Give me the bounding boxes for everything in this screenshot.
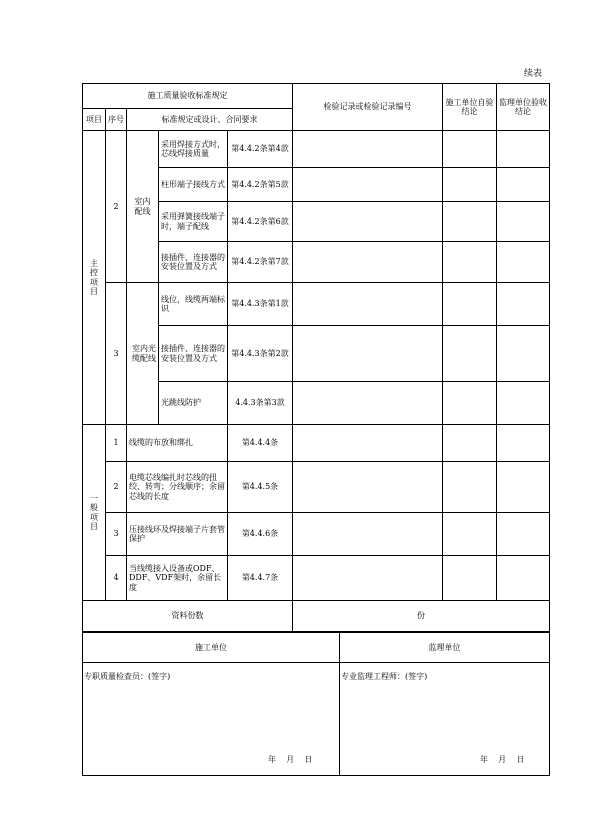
- requirement-cell: 接插件、连接器的安装位置及方式: [159, 242, 228, 283]
- contractor-result-cell[interactable]: [443, 556, 497, 601]
- contractor-sign-cell[interactable]: [83, 663, 340, 776]
- supervisor-result-cell[interactable]: [497, 168, 550, 202]
- record-cell[interactable]: [293, 283, 443, 326]
- header-seq: 序号: [106, 109, 127, 131]
- record-cell[interactable]: [293, 425, 443, 462]
- clause-cell: 第4.4.6条: [228, 513, 293, 556]
- contractor-result-cell[interactable]: [443, 326, 497, 382]
- clause-cell: 第4.4.7条: [228, 556, 293, 601]
- requirement-cell: 光跳线防护: [159, 382, 228, 425]
- record-cell[interactable]: [293, 168, 443, 202]
- requirement-cell: 当线缆接入设备或ODF、DDF、VDF架时，余留长度: [127, 556, 228, 601]
- record-cell[interactable]: [293, 326, 443, 382]
- contractor-result-cell[interactable]: [443, 168, 497, 202]
- seq-cell: 2: [106, 131, 127, 283]
- seq-cell: 3: [106, 283, 127, 425]
- supervisor-result-cell[interactable]: [497, 326, 550, 382]
- docs-count-cell[interactable]: [293, 601, 550, 632]
- record-cell[interactable]: [293, 556, 443, 601]
- supervisor-date: 年 月 日: [480, 755, 525, 764]
- record-cell[interactable]: [293, 202, 443, 242]
- engineer-signature-label: 专业监理工程师：(签字): [341, 672, 428, 681]
- contractor-result-cell[interactable]: [443, 382, 497, 425]
- contractor-title: 施工单位: [83, 633, 340, 663]
- supervisor-result-cell[interactable]: [497, 202, 550, 242]
- requirement-cell: 接插件、连接器的安装位置及方式: [159, 326, 228, 382]
- supervisor-result-cell[interactable]: [497, 382, 550, 425]
- contractor-date: 年 月 日: [268, 755, 313, 764]
- requirement-cell: 压接线环及焊接端子片套管保护: [127, 513, 228, 556]
- clause-cell: 4.4.3条第3款: [228, 382, 293, 425]
- supervisor-result-cell[interactable]: [497, 283, 550, 326]
- clause-cell: 第4.4.2条第6款: [228, 202, 293, 242]
- header-record: 检验记录或检验记录编号: [293, 84, 443, 131]
- seq-cell: 3: [106, 513, 127, 556]
- category-text: 室内光缆配线: [132, 344, 156, 363]
- docs-label: 资料份数: [83, 601, 293, 632]
- contractor-result-cell[interactable]: [443, 202, 497, 242]
- main-items-label: [83, 131, 106, 425]
- category-text: 室内配线: [134, 197, 151, 216]
- general-items-label: [83, 425, 106, 601]
- continued-label: 续表: [524, 69, 543, 79]
- seq-cell: 4: [106, 556, 127, 601]
- requirement-cell: 电缆芯线编扎时芯线的扭绞、转弯；分线顺序；余留芯线的长度: [127, 462, 228, 513]
- supervisor-sign-cell[interactable]: [340, 663, 550, 776]
- clause-cell: 第4.4.2条第4款: [228, 131, 293, 168]
- contractor-result-cell[interactable]: [443, 283, 497, 326]
- header-requirement: 标准规定或设计、合同要求: [127, 109, 293, 131]
- supervisor-result-cell[interactable]: [497, 131, 550, 168]
- docs-unit: 份: [417, 611, 425, 621]
- contractor-result-cell[interactable]: [443, 513, 497, 556]
- clause-cell: 第4.4.2条第5款: [228, 168, 293, 202]
- contractor-result-cell[interactable]: [443, 462, 497, 513]
- seq-cell: 2: [106, 462, 127, 513]
- requirement-cell: 采用焊接方式时，芯线焊接质量: [159, 131, 228, 168]
- requirement-cell: 线缆的布放和绑扎: [127, 425, 228, 462]
- header-supervisor-check: 监理单位验收结论: [497, 84, 550, 131]
- header-contractor-check: 施工单位自验结论: [443, 84, 497, 131]
- contractor-result-cell[interactable]: [443, 425, 497, 462]
- record-cell[interactable]: [293, 382, 443, 425]
- header-item: 项目: [83, 109, 106, 131]
- main-items-text: 主控项目: [90, 259, 98, 296]
- category-cell: [127, 131, 159, 283]
- requirement-cell: 柱形端子接线方式: [159, 168, 228, 202]
- seq-cell: 1: [106, 425, 127, 462]
- record-cell[interactable]: [293, 462, 443, 513]
- clause-cell: 第4.4.5条: [228, 462, 293, 513]
- clause-cell: 第4.4.3条第2款: [228, 326, 293, 382]
- contractor-result-cell[interactable]: [443, 131, 497, 168]
- supervisor-result-cell[interactable]: [497, 556, 550, 601]
- category-cell: [127, 283, 159, 425]
- signature-table: [82, 632, 550, 776]
- general-items-text: 一般项目: [90, 494, 98, 531]
- requirement-cell: 采用弹簧接线端子时，端子配线: [159, 202, 228, 242]
- clause-cell: 第4.4.4条: [228, 425, 293, 462]
- supervisor-result-cell[interactable]: [497, 425, 550, 462]
- header-standard: 施工质量验收标准规定: [83, 84, 293, 109]
- supervisor-result-cell[interactable]: [497, 242, 550, 283]
- contractor-result-cell[interactable]: [443, 242, 497, 283]
- clause-cell: 第4.4.3条第1款: [228, 283, 293, 326]
- supervisor-result-cell[interactable]: [497, 462, 550, 513]
- record-cell[interactable]: [293, 242, 443, 283]
- supervisor-result-cell[interactable]: [497, 513, 550, 556]
- record-cell[interactable]: [293, 513, 443, 556]
- requirement-cell: 线位，线缆两端标识: [159, 283, 228, 326]
- inspection-table: [82, 83, 550, 632]
- record-cell[interactable]: [293, 131, 443, 168]
- clause-cell: 第4.4.2条第7款: [228, 242, 293, 283]
- supervisor-title: 监理单位: [340, 633, 550, 663]
- inspector-signature-label: 专职质量检查员：(签字): [84, 672, 171, 681]
